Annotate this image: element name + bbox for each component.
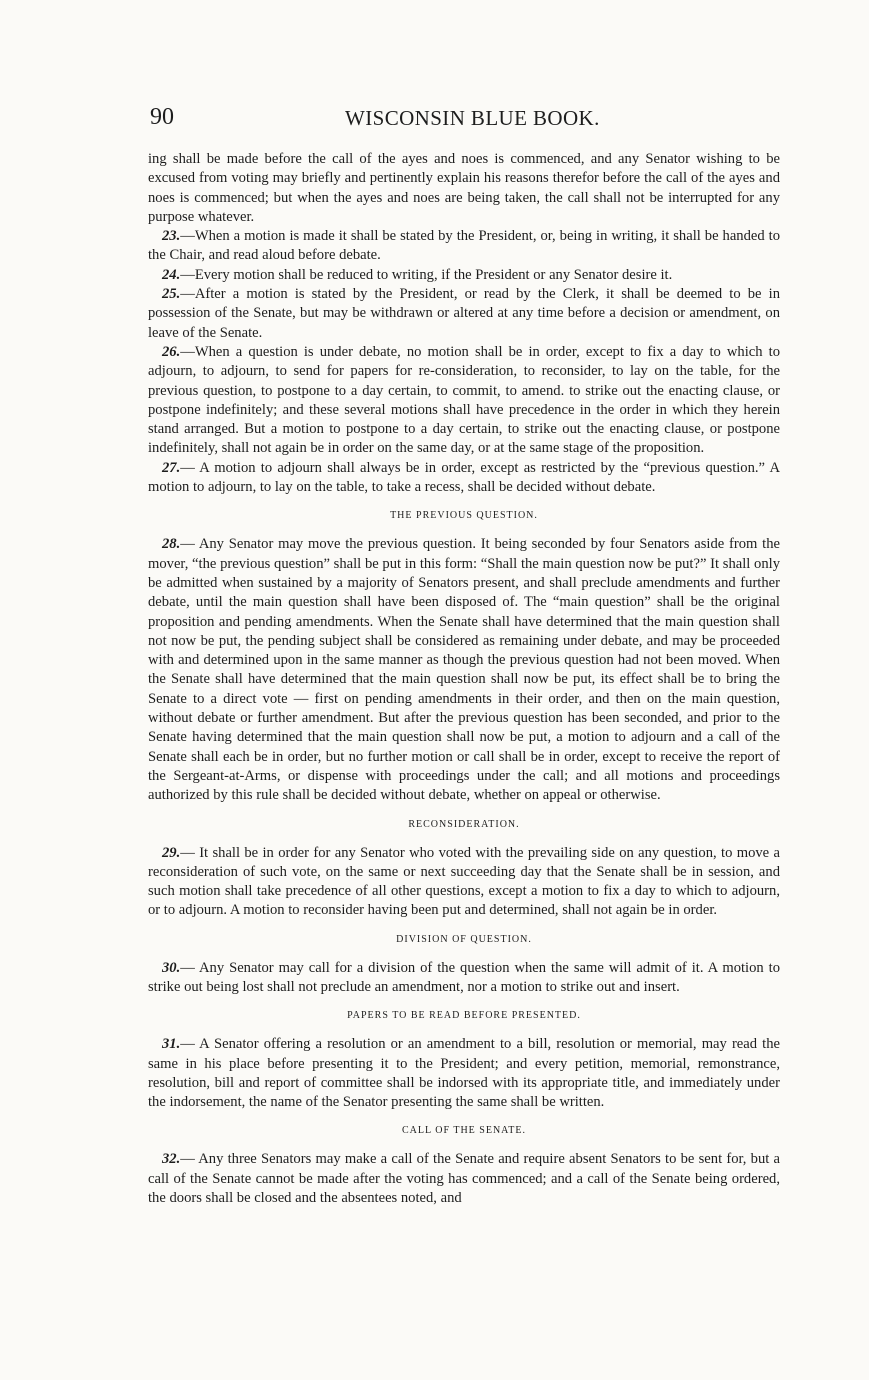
rule-32 [148,1150,780,1208]
section-heading-reconsideration: RECONSIDERATION. [408,818,520,830]
rule-text: — Any Senator may call for a division of the question when the same will admit of it. A motion to strike out being lost shall not preclude an amendment, nor a motion to strike out and insert. [148,959,780,995]
rule-number: 30. [162,959,181,976]
rule-26 [148,343,780,459]
page-header [150,104,780,140]
rule-number: 28. [162,536,181,553]
rule-29 [148,844,780,921]
rule-text: — A Senator offering a resolution or an amendment to a bill, resolution or memorial, may read the same in his place before presenting it to the President; and every petition, memorial, remonstrance, resolution, bill and report of committee shall be indorsed with its appropriate title, and immediately under the indorsement, the name of the Senator presenting the same shall be written. [148,1036,780,1111]
rule-27 [148,459,780,498]
page-number: 90 [150,104,174,130]
rule-number: 27. [162,459,181,476]
rule-text: — A motion to adjourn shall always be in order, except as restricted by the “previous question.” A motion to adjourn, to lay on the table, to take a recess, shall be decided without debate. [148,459,780,496]
rule-number: 23. [162,228,181,245]
page-body [148,150,780,1208]
rule-31 [148,1035,780,1112]
running-title: WISCONSIN BLUE BOOK. [345,106,600,130]
section-heading-division-of-question: DIVISION OF QUESTION. [396,933,532,945]
section-heading-papers-read: PAPERS TO BE READ BEFORE PRESENTED. [347,1010,581,1022]
rule-28 [148,535,780,805]
section-heading-call-of-senate: CALL OF THE SENATE. [402,1125,526,1137]
rule-number: 26. [162,343,181,360]
rule-number: 29. [162,844,181,861]
rule-text: — Any three Senators may make a call of the Senate and require absent Senators to be sent for, but a call of the Senate cannot be made after the voting has commenced; and a call of the Senate being ordered, the doors shall be closed and the absentees noted, and [148,1151,780,1207]
rule-text: — Any Senator may move the previous question. It being seconded by four Senators aside from the mover, “the previous question” shall be put in this form: “Shall the main question now be put?” It shall only be admitted when sustained by a majority of Senators present, and shall preclude amendments and further debate, until the main question shall have been disposed of. The “main question” shall be the original proposition and pending amendments. When the Senate shall have determined that the main question shall not now be put, the pending subject shall be considered as remaining under debate, and may be proceeded with and determined upon in the same manner as though the previous question had not been moved. When the Senate shall have determined that the main question shall now be put, its effect shall be to bring the Senate to a direct vote — first on pending amendments in their order, and then on the main question, without debate or further amendment. But after the previous question has been seconded, and prior to the Senate having determined that the main question shall now be put, a motion to adjourn and a call of the Senate shall each be in order, but no further motion or call shall be in order, except to receive the report of the Sergeant-at-Arms, or dispense with proceedings under the call; and all motions and proceedings authorized by this rule shall be decided without debate, whether on appeal or otherwise. [148,536,780,804]
rule-24 [148,266,780,285]
rule-number: 31. [162,1036,181,1053]
rule-30 [148,959,780,998]
rule-25 [148,285,780,343]
rule-text: —Every motion shall be reduced to writing, if the President or any Senator desire it. [180,266,673,283]
rule-23 [148,227,780,266]
rule-text: —When a question is under debate, no motion shall be in order, except to fix a day to which to adjourn, to adjourn, to send for papers for re-consideration, to reconsider, to lay on the table, for the previous question, to postpone to a day certain, to commit, to amend. to strike out the enacting clause, or postpone indefinitely; and these several motions shall have precedence in the order in which they herein stand arranged. But a motion to postpone to a day certain, to strike out the enacting clause, or postpone indefinitely, shall not again be in order on the same day, or at the same stage of the proposition. [148,343,780,457]
rule-number: 25. [162,286,181,303]
rule-text: —When a motion is made it shall be stated by the President, or, being in writing, it shall be handed to the Chair, and read aloud before debate. [148,228,780,264]
section-heading-previous-question: THE PREVIOUS QUESTION. [390,510,538,522]
rule-number: 24. [162,266,181,283]
rule-text: —After a motion is stated by the President, or read by the Clerk, it shall be deemed to be in possession of the Senate, but may be withdrawn or altered at any time before a decision or amendment, on leave of the Senate. [148,286,780,341]
rule-number: 32. [162,1151,181,1168]
rule-text: — It shall be in order for any Senator who voted with the prevailing side on any question, to move a reconsideration of such vote, on the same or next succeeding day that the Senate shall be in session, and such motion shall take precedence of all other questions, except a motion to fix a day to which to adjourn, or to adjourn. A motion to reconsider having been put and determined, shall not again be in order. [148,844,780,919]
continuation-paragraph: ing shall be made before the call of the ayes and noes is commenced, and any Senator wishing to be excused from voting may briefly and pertinently explain his reasons therefor before the call of the ayes and noes is commenced; but when the ayes and noes are being taken, the call shall not be interrupted for any purpose whatever. [148,151,780,225]
